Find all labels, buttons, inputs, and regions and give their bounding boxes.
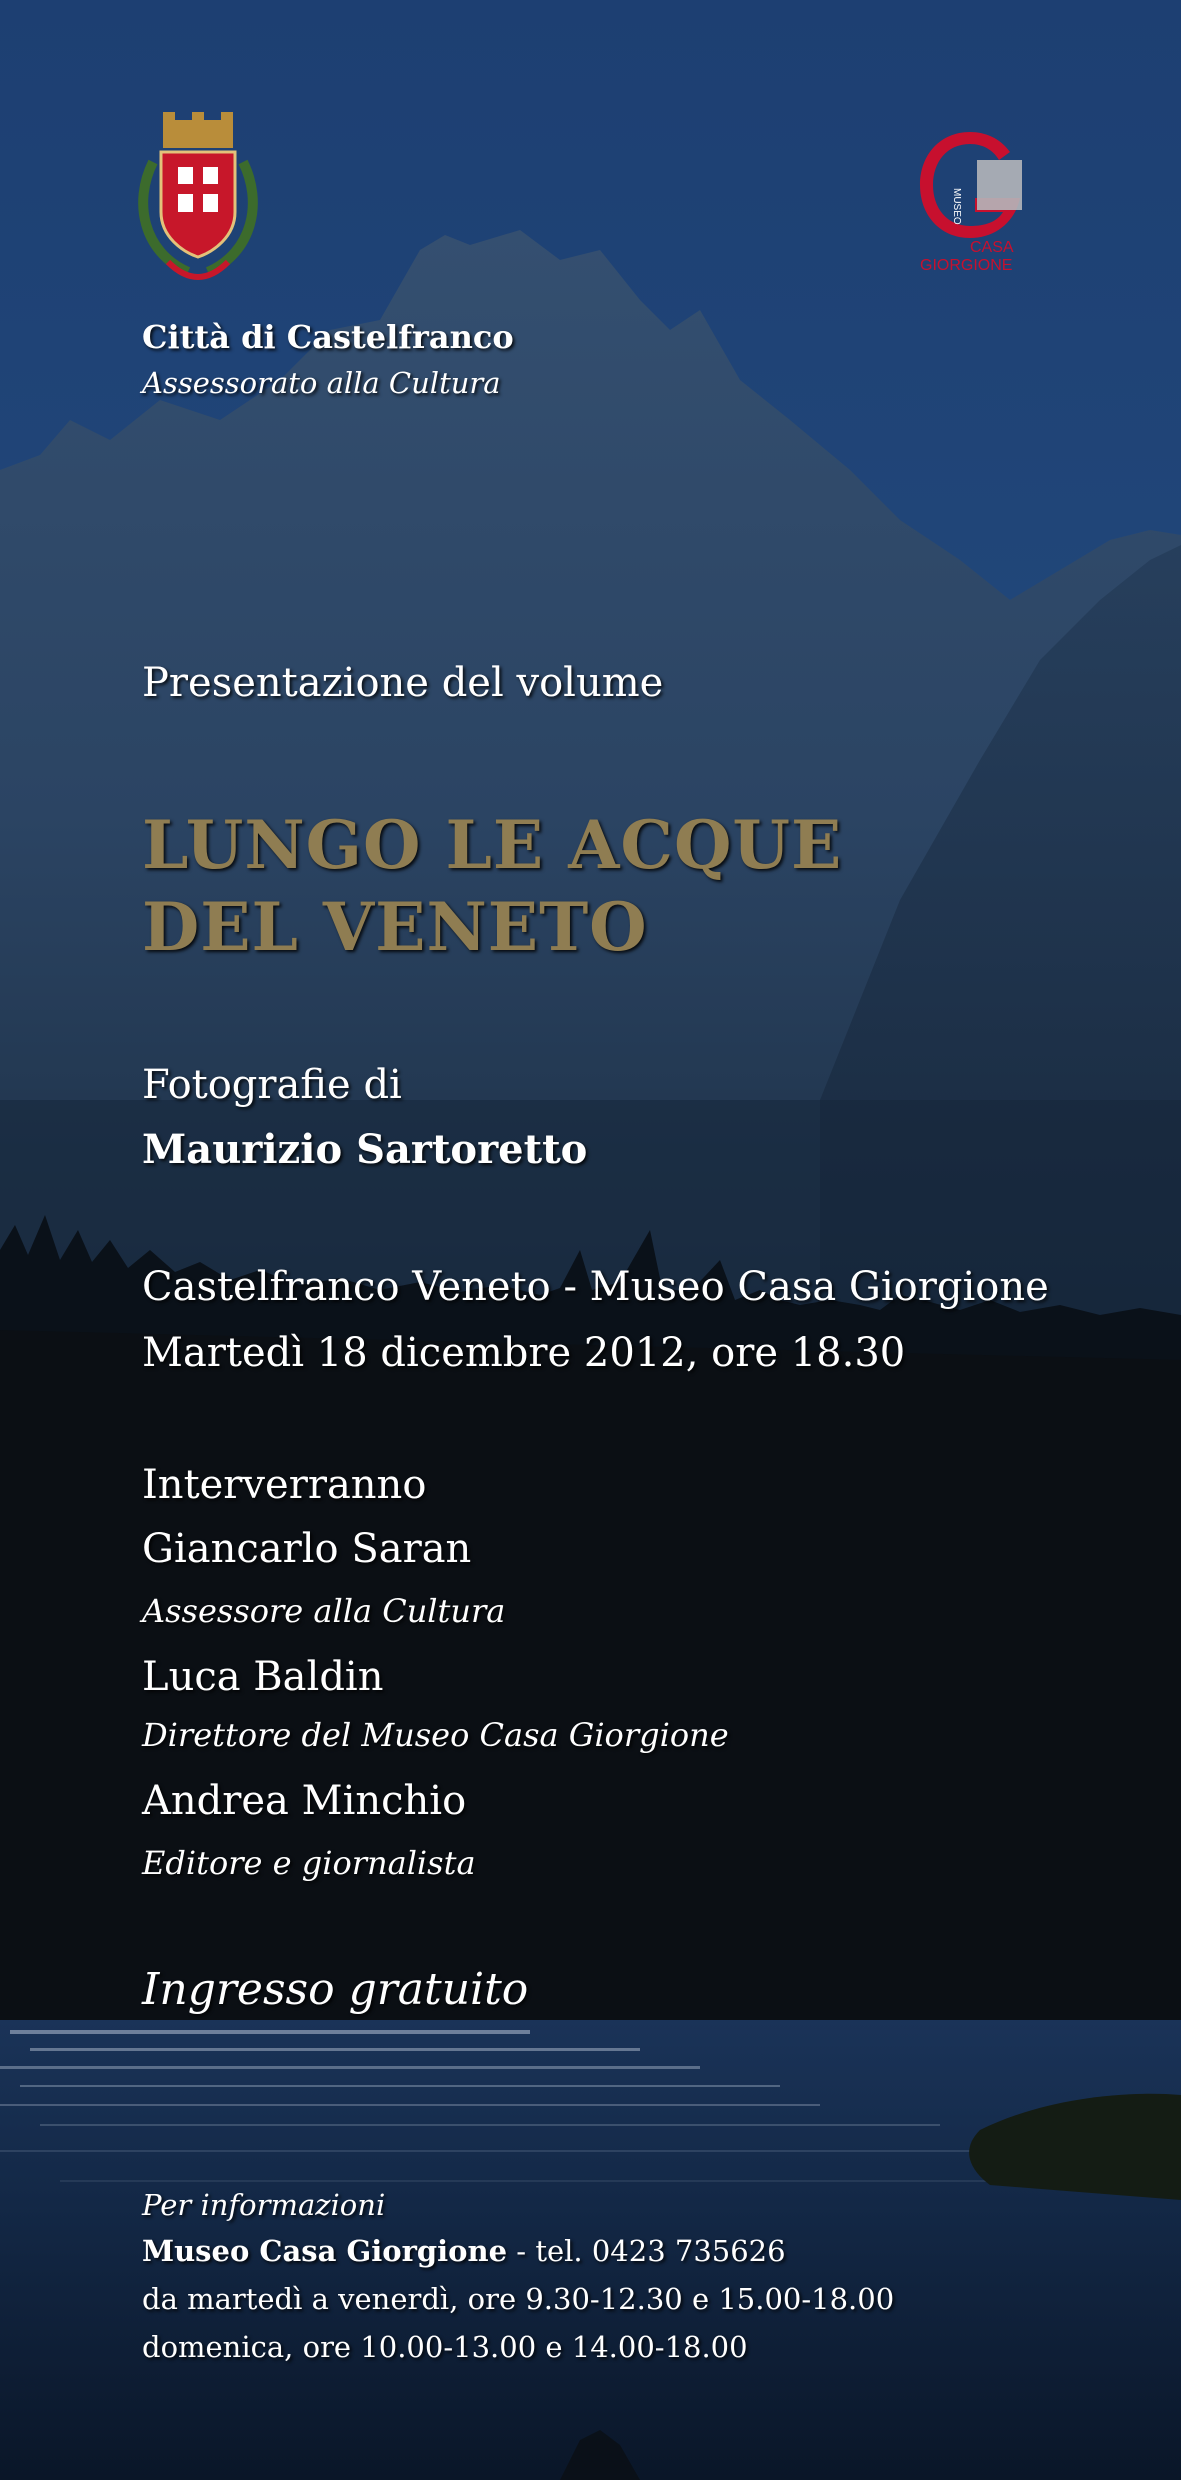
photos-label: Fotografie di: [142, 1062, 402, 1108]
department-name: Assessorato alla Cultura: [142, 366, 501, 400]
speaker-name: Giancarlo Saran: [142, 1526, 472, 1572]
event-date: Martedì 18 dicembre 2012, ore 18.30: [142, 1330, 906, 1376]
speaker-name: Andrea Minchio: [142, 1778, 467, 1824]
museo-logo-line2: GIORGIONE: [920, 257, 1013, 274]
hours-sunday: domenica, ore 10.00-13.00 e 14.00-18.00: [142, 2330, 748, 2364]
photographer-name: Maurizio Sartoretto: [142, 1126, 588, 1173]
info-phone: - tel. 0423 735626: [507, 2234, 786, 2268]
city-name: Città di Castelfranco: [142, 318, 514, 356]
speakers-heading: Interverranno: [142, 1462, 427, 1508]
speaker-role: Assessore alla Cultura: [142, 1592, 506, 1630]
city-coat-of-arms-logo: [133, 112, 263, 287]
museo-logo-line1: CASA: [970, 239, 1014, 256]
speaker-role: Direttore del Museo Casa Giorgione: [142, 1716, 729, 1754]
hours-weekdays: da martedì a venerdì, ore 9.30-12.30 e 15.00-18.00: [142, 2282, 895, 2316]
book-title-line1: LUNGO LE ACQUE: [142, 806, 843, 884]
info-contact: [142, 2234, 786, 2268]
info-museum-name: Museo Casa Giorgione: [142, 2234, 508, 2268]
museo-label: MUSEO: [951, 188, 962, 225]
event-place: Castelfranco Veneto - Museo Casa Giorgione: [142, 1264, 1049, 1310]
info-label: Per informazioni: [142, 2188, 386, 2222]
admission-note: Ingresso gratuito: [142, 1964, 529, 2015]
speaker-role: Editore e giornalista: [142, 1844, 476, 1882]
book-title-line2: DEL VENETO: [142, 888, 648, 966]
speaker-name: Luca Baldin: [142, 1654, 384, 1700]
intro-text: Presentazione del volume: [142, 660, 664, 706]
museo-casa-giorgione-logo: [915, 130, 1035, 280]
